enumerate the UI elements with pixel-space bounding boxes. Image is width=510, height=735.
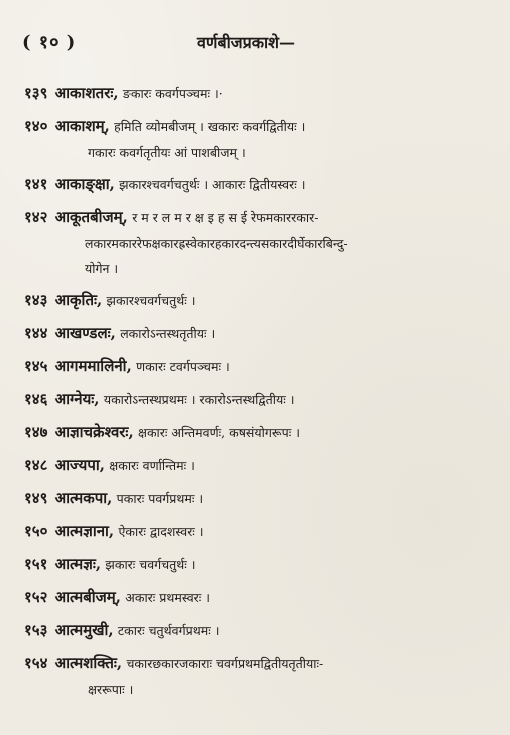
entry-description: र म र ल म र क्ष इ ह स ई रेफमकाररकार- bbox=[132, 210, 319, 225]
dictionary-entry bbox=[24, 117, 486, 162]
entry-term: आत्मज्ञः, bbox=[54, 555, 102, 573]
entry-first-line bbox=[24, 489, 486, 509]
entry-description: क्षकारः अन्तिमवर्णः, कषसंयोगरूपः । bbox=[137, 425, 300, 440]
page-header bbox=[22, 30, 488, 58]
entry-term: आत्मशक्तिः, bbox=[54, 654, 123, 672]
dictionary-entry bbox=[24, 175, 486, 195]
entry-first-line bbox=[24, 456, 486, 476]
entry-description: अकारः प्रथमस्वरः । bbox=[125, 590, 211, 605]
dictionary-entry bbox=[24, 423, 486, 443]
entry-term: आकृतिः, bbox=[54, 291, 103, 309]
entry-description: झकारश्चवर्गचतुर्थः । bbox=[106, 293, 196, 308]
entry-description: पकारः पवर्गप्रथमः । bbox=[116, 491, 204, 506]
dictionary-entry bbox=[24, 84, 486, 104]
entry-description: ङकारः कवर्गपञ्चमः ।· bbox=[122, 86, 223, 101]
entry-term: आत्मज्ञाना, bbox=[54, 522, 115, 540]
entry-term: आग्नेयः, bbox=[54, 390, 100, 408]
entry-first-line bbox=[24, 654, 486, 674]
entry-description: यकारोऽन्तस्थप्रथमः । रकारोऽन्तस्थद्वितीयः । bbox=[103, 392, 295, 407]
entry-first-line bbox=[24, 291, 486, 311]
dictionary-entry bbox=[24, 456, 486, 476]
entry-first-line bbox=[24, 423, 486, 443]
dictionary-entry bbox=[24, 390, 486, 410]
running-title: वर्णबीजप्रकाशे— bbox=[197, 33, 296, 52]
entry-first-line bbox=[24, 208, 486, 228]
entry-first-line bbox=[24, 84, 486, 104]
entry-number: १५२ bbox=[24, 588, 48, 606]
entry-description: णकारः टवर्गपञ्चमः । bbox=[136, 359, 230, 374]
entry-description: चकारछकारजकाराः चवर्गप्रथमद्वितीयतृतीयाः- bbox=[126, 656, 324, 671]
entry-number: १४५ bbox=[24, 357, 48, 375]
entry-number: १४९ bbox=[24, 489, 48, 507]
entry-description: लकारोऽन्तस्थतृतीयः । bbox=[120, 326, 216, 341]
entry-term: आकूतबीजम्, bbox=[54, 208, 128, 226]
entry-first-line bbox=[24, 588, 486, 608]
entry-description: हमिति व्योमबीजम् । खकारः कवर्गद्वितीयः । bbox=[114, 119, 306, 134]
entry-first-line bbox=[24, 357, 486, 377]
entry-first-line bbox=[24, 324, 486, 344]
dictionary-entry bbox=[24, 555, 486, 575]
entry-number: १३९ bbox=[24, 84, 48, 102]
page-number: ( १० ) bbox=[22, 32, 77, 53]
entry-number: १४६ bbox=[24, 390, 48, 408]
entry-number: १४७ bbox=[24, 423, 48, 441]
entry-continuation: योगेन । bbox=[85, 261, 119, 276]
entry-term: आज्ञाचक्रेश्वरः, bbox=[54, 423, 134, 441]
dictionary-entry bbox=[24, 621, 486, 641]
dictionary-entry bbox=[24, 522, 486, 542]
entry-first-line bbox=[24, 522, 486, 542]
entry-term: आकाशम्, bbox=[54, 117, 110, 135]
entry-number: १५३ bbox=[24, 621, 48, 639]
entry-first-line bbox=[24, 555, 486, 575]
entry-continuation: लकारमकाररेफक्षकारह्रस्वेकारहकारदन्त्यसकारदीर्घेकारबिन्दु- bbox=[85, 236, 348, 251]
entry-description: क्षकारः वर्णान्तिमः । bbox=[109, 458, 195, 473]
entry-description: ऐकारः द्वादशस्वरः । bbox=[118, 524, 204, 539]
entry-list bbox=[24, 84, 486, 712]
entry-term: आत्मबीजम्, bbox=[54, 588, 121, 606]
entry-term: आत्मकपा, bbox=[54, 489, 113, 507]
entry-number: १४२ bbox=[24, 208, 48, 226]
entry-number: १४३ bbox=[24, 291, 48, 309]
entry-first-line bbox=[24, 621, 486, 641]
dictionary-entry bbox=[24, 291, 486, 311]
entry-term: आकाशतरः, bbox=[54, 84, 119, 102]
entry-number: १४० bbox=[24, 117, 48, 135]
dictionary-entry bbox=[24, 208, 486, 278]
entry-description: झकारः चवर्गचतुर्थः । bbox=[105, 557, 196, 572]
entry-number: १५१ bbox=[24, 555, 48, 573]
entry-first-line bbox=[24, 390, 486, 410]
dictionary-entry bbox=[24, 324, 486, 344]
entry-first-line bbox=[24, 117, 486, 137]
entry-term: आखण्डलः, bbox=[54, 324, 116, 342]
entry-description: झकारश्चवर्गचतुर्थः । आकारः द्वितीयस्वरः । bbox=[119, 177, 306, 192]
entry-term: आगममालिनी, bbox=[54, 357, 132, 375]
entry-continuation: गकारः कवर्गतृतीयः आं पाशबीजम् । bbox=[88, 145, 246, 160]
entry-term: आज्यपा, bbox=[54, 456, 105, 474]
dictionary-entry bbox=[24, 357, 486, 377]
dictionary-entry bbox=[24, 654, 486, 699]
entry-number: १४८ bbox=[24, 456, 48, 474]
entry-number: १४४ bbox=[24, 324, 48, 342]
entry-term: आकाङ्क्षा, bbox=[54, 175, 115, 193]
entry-term: आत्ममुखी, bbox=[54, 621, 114, 639]
dictionary-entry bbox=[24, 588, 486, 608]
entry-number: १५४ bbox=[24, 654, 48, 672]
entry-first-line bbox=[24, 175, 486, 195]
entry-continuation: क्षररूपाः । bbox=[88, 682, 134, 697]
entry-number: १५० bbox=[24, 522, 48, 540]
entry-number: १४१ bbox=[24, 175, 48, 193]
entry-description: टकारः चतुर्थवर्गप्रथमः । bbox=[117, 623, 220, 638]
dictionary-entry bbox=[24, 489, 486, 509]
